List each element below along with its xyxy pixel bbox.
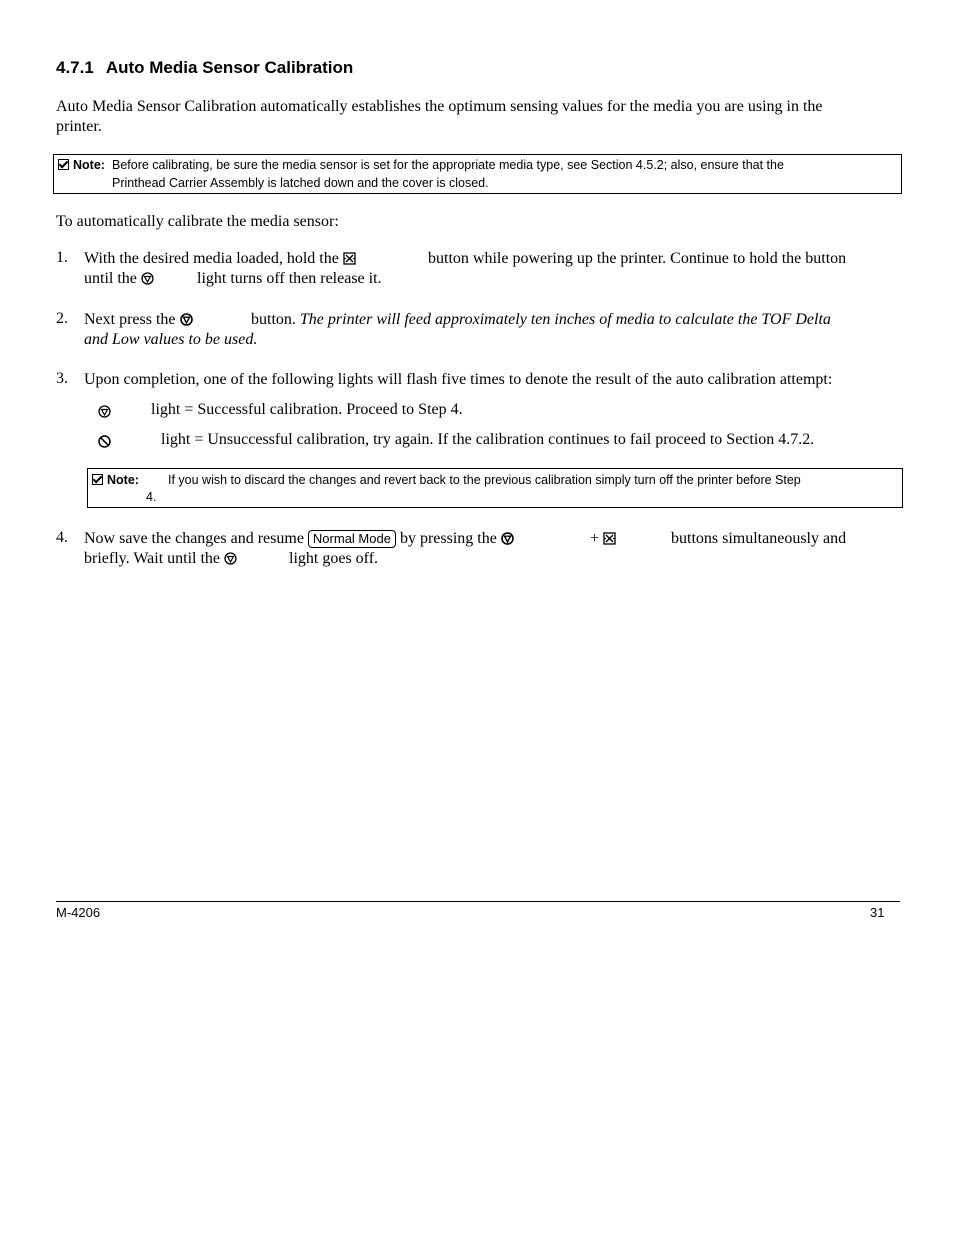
note-box-calibration-prereq — [53, 154, 902, 194]
step-1-line-1 — [84, 249, 356, 269]
note-text-line-2: 4. — [146, 490, 157, 504]
note-text-line-2: Printhead Carrier Assembly is latched down and the cover is closed. — [112, 176, 489, 190]
document-number: M-4206 — [56, 905, 101, 920]
step-number: 3. — [56, 370, 68, 387]
feed-light-icon — [98, 405, 111, 418]
note-text-line-1: If you wish to discard the changes and revert back to the previous calibration simply turn off the printer before Step — [168, 473, 801, 487]
step-text: until the — [84, 270, 137, 287]
cancel-button-icon — [603, 532, 616, 545]
step-text: Next press the — [84, 311, 176, 328]
section-heading — [56, 58, 353, 78]
step-text: buttons simultaneously and — [671, 530, 847, 547]
result-failure: light = Unsuccessful calibration, try again. If the calibration continues to fail proceed to Section 4.7.2. — [161, 431, 815, 448]
feed-light-icon — [224, 552, 237, 565]
step-number: 1. — [56, 249, 68, 266]
step-text-italic: and Low values to be used. — [84, 331, 258, 348]
plus-sign: + — [590, 530, 600, 547]
normal-mode-key: Normal Mode — [308, 530, 396, 548]
lead-text: To automatically calibrate the media sensor: — [56, 213, 339, 230]
step-text: light turns off then release it. — [197, 270, 382, 287]
note-label: Note: — [107, 473, 139, 487]
step-number: 4. — [56, 529, 68, 546]
cancel-button-icon — [343, 252, 356, 265]
step-text: With the desired media loaded, hold the — [84, 250, 339, 267]
step-text: light goes off. — [289, 550, 379, 567]
note-box-discard-changes — [87, 468, 903, 508]
result-success: light = Successful calibration. Proceed to Step 4. — [151, 401, 463, 418]
step-text: button. — [251, 311, 296, 328]
note-text-line-1: Before calibrating, be sure the media sensor is set for the appropriate media type, see Section 4.5.2; also, ensure that the — [112, 158, 784, 172]
step-4-line-1 — [84, 529, 514, 549]
step-text: Now save the changes and resume — [84, 530, 304, 547]
note-label: Note: — [73, 158, 105, 172]
checkbox-icon — [92, 474, 103, 485]
footer-divider — [56, 901, 900, 902]
step-1-line-2 — [84, 269, 154, 289]
page-number: 31 — [870, 905, 885, 920]
intro-line-2: printer. — [56, 118, 102, 135]
step-text: briefly. Wait until the — [84, 550, 221, 567]
step-4-plus — [590, 529, 616, 549]
step-text: by pressing the — [399, 530, 497, 547]
feed-button-icon — [180, 313, 193, 326]
step-text: button while powering up the printer. Continue to hold the button — [428, 250, 847, 267]
step-2-line-2 — [84, 330, 257, 350]
section-number: 4.7.1 — [56, 58, 94, 77]
step-4-line-2 — [84, 549, 237, 569]
step-text: Upon completion, one of the following lights will flash five times to denote the result of the auto calibration attempt: — [84, 371, 833, 388]
intro-line-1: Auto Media Sensor Calibration automatically establishes the optimum sensing values for the media you are using in the — [56, 98, 823, 115]
checkbox-icon — [58, 159, 69, 170]
feed-light-icon — [141, 272, 154, 285]
step-text-italic: The printer will feed approximately ten inches of media to calculate the TOF Delta — [299, 311, 831, 328]
fault-light-icon — [98, 435, 111, 448]
step-number: 2. — [56, 310, 68, 327]
section-title: Auto Media Sensor Calibration — [105, 58, 354, 77]
step-2-line-1 — [84, 310, 193, 330]
feed-button-icon — [501, 532, 514, 545]
step-2-line-1b — [251, 310, 831, 330]
